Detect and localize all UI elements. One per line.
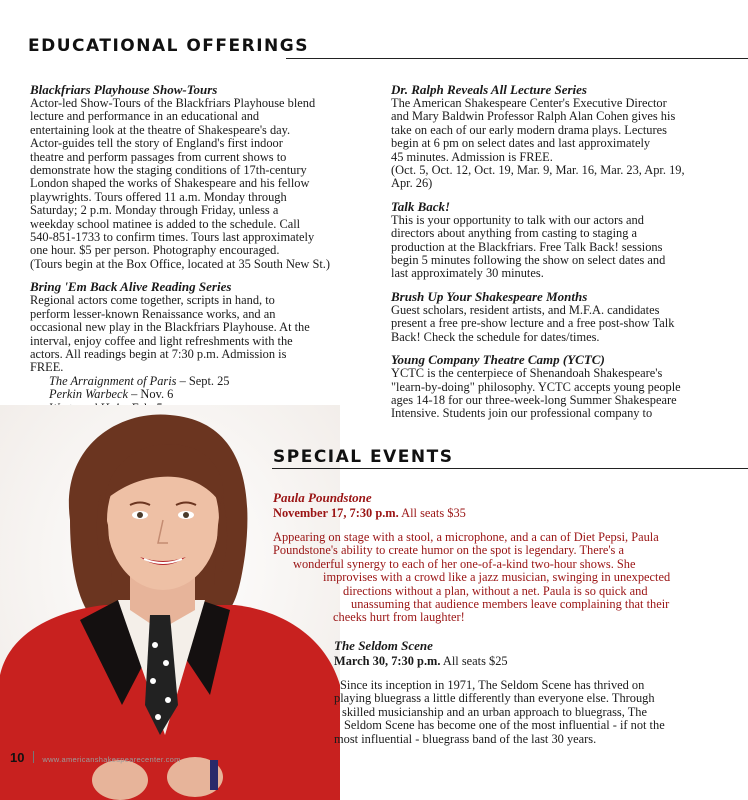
event-price: All seats $35 (401, 506, 466, 520)
offering-description (30, 97, 360, 271)
reading-title: Perkin Warbeck (49, 387, 129, 402)
event-date-line (334, 654, 744, 669)
event-description (273, 531, 743, 625)
event-title: Paula Poundstone (273, 490, 372, 505)
offering-title: Dr. Ralph Reveals All Lecture Series (391, 82, 587, 97)
offering-section (391, 290, 736, 344)
section-heading-special-events: SPECIAL EVENTS (273, 447, 454, 467)
offering-description (30, 294, 360, 374)
section-heading-educational: EDUCATIONAL OFFERINGS (28, 36, 309, 56)
text-line: begin 5 minutes following the show on select dates and (391, 253, 666, 268)
text-line: actors. All readings begin at 7:30 p.m. Admission is (30, 346, 287, 361)
text-line: skilled musicianship and an urban approach to bluegrass, The (342, 704, 647, 719)
text-line: Regional actors come together, scripts in hand, to (30, 293, 275, 308)
text-line: Back! Check the schedule for dates/times. (391, 329, 600, 344)
text-line: This is your opportunity to talk with our actors and (391, 212, 644, 227)
text-line: Guest scholars, resident artists, and M.F.A. candidates (391, 302, 660, 317)
footer-url[interactable]: www.americanshakespearecenter.com (42, 755, 181, 764)
heading-rule (286, 58, 748, 59)
text-line: improvises with a crowd like a jazz musician, swinging in unexpected (323, 570, 671, 585)
event-poundstone (273, 490, 743, 625)
event-seldom-scene (334, 638, 744, 746)
text-line: YCTC is the centerpiece of Shenandoah Shakespeare's (391, 366, 663, 381)
offering-title: Talk Back! (391, 198, 451, 214)
reading-item: The Arraignment of Paris – Sept. 25 (49, 373, 230, 388)
offering-section (391, 83, 736, 191)
offering-description (391, 304, 736, 344)
reading-date: Sept. 25 (188, 373, 230, 388)
text-line: weekday school matinee is added to the schedule. Call (30, 216, 301, 231)
footer-divider (33, 751, 34, 763)
text-line: 540-851-1733 to confirm times. Tours last approximately (30, 230, 315, 245)
text-line: Intensive. Students join our professional company to (391, 406, 653, 421)
offering-description (391, 214, 736, 281)
page-footer (10, 749, 181, 767)
reading-item: Perkin Warbeck – Nov. 6 (49, 387, 174, 402)
text-line: entertaining look at the theatre of Shakespeare's day. (30, 122, 291, 137)
text-line: The American Shakespeare Center's Executive Director (391, 96, 667, 110)
offering-title: Brush Up Your Shakespeare Months (391, 288, 588, 304)
text-line: London shaped the works of Shakespeare and his fellow (30, 176, 310, 191)
text-line: most influential - bluegrass band of the last 30 years. (334, 731, 597, 746)
text-line: Seldom Scene has become one of the most influential - if not the (344, 718, 665, 733)
text-line: cheeks hurt from laughter! (333, 610, 465, 625)
text-line: ages 14-18 for our three-week-long Summer Shakespeare (391, 392, 677, 407)
text-line: playing bluegrass a little differently than everyone else. Through (334, 691, 655, 706)
text-line: (Oct. 5, Oct. 12, Oct. 19, Mar. 9, Mar. 16, Mar. 23, Apr. 19, (391, 163, 685, 178)
text-line: present a free pre-show lecture and a free post-show Talk (391, 316, 675, 331)
text-line: Apr. 26) (391, 176, 433, 191)
event-description (334, 679, 744, 746)
text-line: 45 minutes. Admission is FREE. (391, 149, 553, 164)
event-title: The Seldom Scene (334, 638, 433, 653)
text-line: production at the Blackfriars. Free Talk Back! sessions (391, 239, 663, 254)
text-line: directions without a plan, without a net. Paula is so quick and (343, 583, 648, 598)
event-date: November 17, 7:30 p.m. (273, 506, 399, 520)
text-line: interval, enjoy coffee and light refreshments with the (30, 333, 293, 348)
offering-description (391, 97, 736, 191)
text-line: directors about anything from casting to staging a (391, 226, 638, 241)
text-line: "learn-by-doing" philosophy. YCTC accepts young people (391, 379, 681, 394)
offering-title: Bring 'Em Back Alive Reading Series (30, 279, 232, 295)
text-line: and Mary Baldwin Professor Ralph Alan Cohen gives his (391, 109, 676, 124)
text-line: Since its inception in 1971, The Seldom Scene has thrived on (340, 678, 645, 692)
text-line: lecture and performance in an educational and (30, 109, 260, 124)
text-line: theatre and perform passages from current shows to (30, 149, 287, 164)
offering-title: Blackfriars Playhouse Show-Tours (30, 82, 218, 97)
offering-section (391, 353, 736, 421)
text-line: Actor-guides tell the story of England's first indoor (30, 136, 283, 151)
text-line: wonderful synergy to each of her one-of-a-kind two-hour shows. She (293, 556, 636, 571)
offering-section (30, 83, 360, 271)
text-line: one hour. $5 per person. Photography encouraged. (30, 243, 280, 258)
text-line: Saturday; 2 p.m. Monday through Friday, unless a (30, 203, 279, 218)
reading-title: The Arraignment of Paris (49, 373, 177, 388)
text-line: perform lesser-known Renaissance works, and an (30, 306, 276, 321)
text-line: playwrights. Tours offered 11 a.m. Monday through (30, 189, 287, 204)
text-line: FREE. (30, 360, 64, 375)
page-number: 10 (10, 750, 25, 765)
text-line: unassuming that audience members leave complaining that their (351, 597, 670, 612)
text-line: Appearing on stage with a stool, a microphone, and a can of Diet Pepsi, Paula (273, 530, 659, 544)
text-line: begin at 6 pm on select dates and last approximately (391, 136, 651, 151)
event-date-line (273, 506, 743, 521)
reading-date: Nov. 6 (140, 387, 174, 402)
offering-title: Young Company Theatre Camp (YCTC) (391, 352, 605, 368)
text-line: take on each of our early modern drama plays. Lectures (391, 122, 667, 137)
text-line: last approximately 30 minutes. (391, 266, 544, 281)
offering-section (391, 200, 736, 281)
text-line: Poundstone's ability to create humor on the spot is legendary. There's a (273, 543, 624, 558)
event-price: All seats $25 (442, 654, 508, 668)
text-line: demonstrate how the staging conditions of 17th-century (30, 163, 307, 178)
event-date: March 30, 7:30 p.m. (334, 654, 441, 668)
text-line: occasional new play in the Blackfriars Playhouse. At the (30, 320, 310, 335)
offering-description (391, 367, 736, 421)
left-column (30, 83, 360, 451)
special-events-rule (272, 468, 748, 469)
right-column (391, 83, 736, 430)
text-line: (Tours begin at the Box Office, located at 35 South New St.) (30, 256, 331, 271)
text-line: Actor-led Show-Tours of the Blackfriars Playhouse blend (30, 96, 316, 110)
